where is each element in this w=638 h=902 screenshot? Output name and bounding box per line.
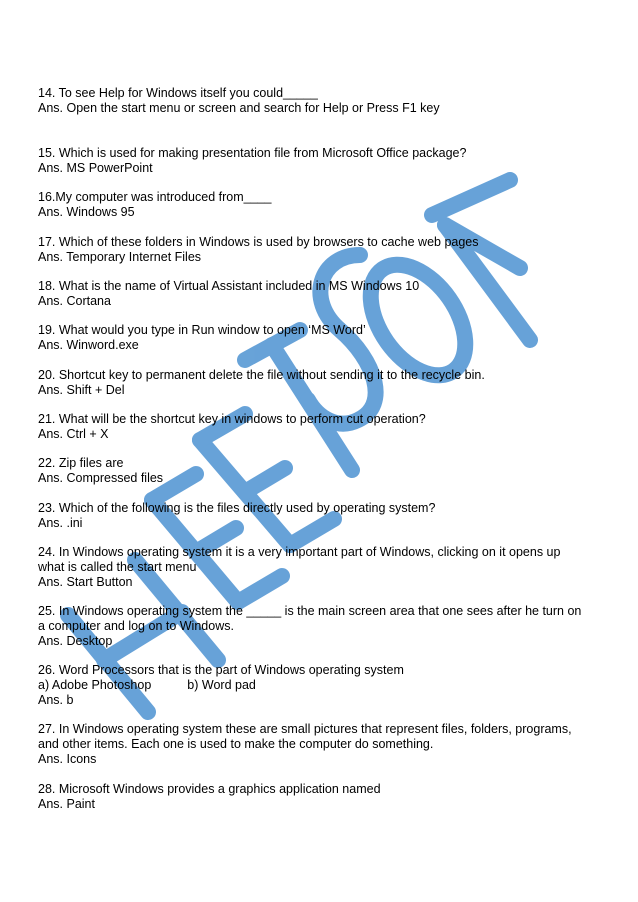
qa-item-28 xyxy=(38,782,381,812)
question-text: 20. Shortcut key to permanent delete the file without sending it to the recycle bin. xyxy=(38,368,485,382)
question-text-continued: a computer and log on to Windows. xyxy=(38,618,234,633)
question-text: 21. What will be the shortcut key in windows to perform cut operation? xyxy=(38,412,426,426)
question-text: 18. What is the name of Virtual Assistant included in MS Windows 10 xyxy=(38,279,420,293)
question-text: 28. Microsoft Windows provides a graphics application named xyxy=(38,782,381,796)
answer-text: Ans. Start Button xyxy=(38,574,133,589)
options-line xyxy=(38,678,404,693)
qa-item-14 xyxy=(38,86,440,116)
answer-text: Ans. Ctrl + X xyxy=(38,426,109,441)
answer-text: Ans. Icons xyxy=(38,751,97,766)
qa-item-24 xyxy=(38,545,560,589)
answer-text: Ans. Winword.exe xyxy=(38,337,139,352)
answer-text: Ans. Desktop xyxy=(38,633,113,648)
question-text-continued: what is called the start menu xyxy=(38,559,197,574)
question-text: 17. Which of these folders in Windows is used by browsers to cache web pages xyxy=(38,235,479,249)
answer-text: Ans. Open the start menu or screen and search for Help or Press F1 key xyxy=(38,100,440,115)
question-text: 14. To see Help for Windows itself you could_____ xyxy=(38,86,318,100)
option-b: b) Word pad xyxy=(187,677,256,692)
answer-text: Ans. Temporary Internet Files xyxy=(38,249,202,264)
qa-item-17 xyxy=(38,235,479,265)
qa-item-21 xyxy=(38,412,426,442)
qa-item-20 xyxy=(38,368,485,398)
question-text: 22. Zip files are xyxy=(38,456,124,470)
question-text: 27. In Windows operating system these are small pictures that represent files, folders, programs, xyxy=(38,722,572,736)
qa-item-15 xyxy=(38,146,466,176)
answer-text: Ans. Cortana xyxy=(38,293,111,308)
qa-item-22 xyxy=(38,456,163,486)
question-text: 25. In Windows operating system the _____ is the main screen area that one sees after he turn on xyxy=(38,604,582,618)
question-text: 23. Which of the following is the files directly used by operating system? xyxy=(38,501,436,515)
answer-text: Ans. MS PowerPoint xyxy=(38,160,153,175)
answer-text: Ans. b xyxy=(38,692,74,707)
question-text: 24. In Windows operating system it is a very important part of Windows, clicking on it opens up xyxy=(38,545,561,559)
qa-item-18 xyxy=(38,279,419,309)
option-a: a) Adobe Photoshop xyxy=(38,677,152,692)
question-text: 16.My computer was introduced from____ xyxy=(38,190,272,204)
answer-text: Ans. Windows 95 xyxy=(38,204,135,219)
qa-item-26 xyxy=(38,663,404,707)
qa-item-27 xyxy=(38,722,572,766)
qa-item-25 xyxy=(38,604,581,648)
question-text: 15. Which is used for making presentation file from Microsoft Office package? xyxy=(38,146,467,160)
answer-text: Ans. Compressed files xyxy=(38,470,164,485)
question-text: 26. Word Processors that is the part of Windows operating system xyxy=(38,663,404,677)
answer-text: Ans. .ini xyxy=(38,515,83,530)
qa-item-16 xyxy=(38,190,271,220)
question-text: 19. What would you type in Run window to open ‘MS Word’ xyxy=(38,323,366,337)
qa-item-23 xyxy=(38,501,435,531)
qa-item-19 xyxy=(38,323,366,353)
answer-text: Ans. Paint xyxy=(38,796,95,811)
answer-text: Ans. Shift + Del xyxy=(38,382,125,397)
question-text-continued: and other items. Each one is used to make the computer do something. xyxy=(38,736,434,751)
